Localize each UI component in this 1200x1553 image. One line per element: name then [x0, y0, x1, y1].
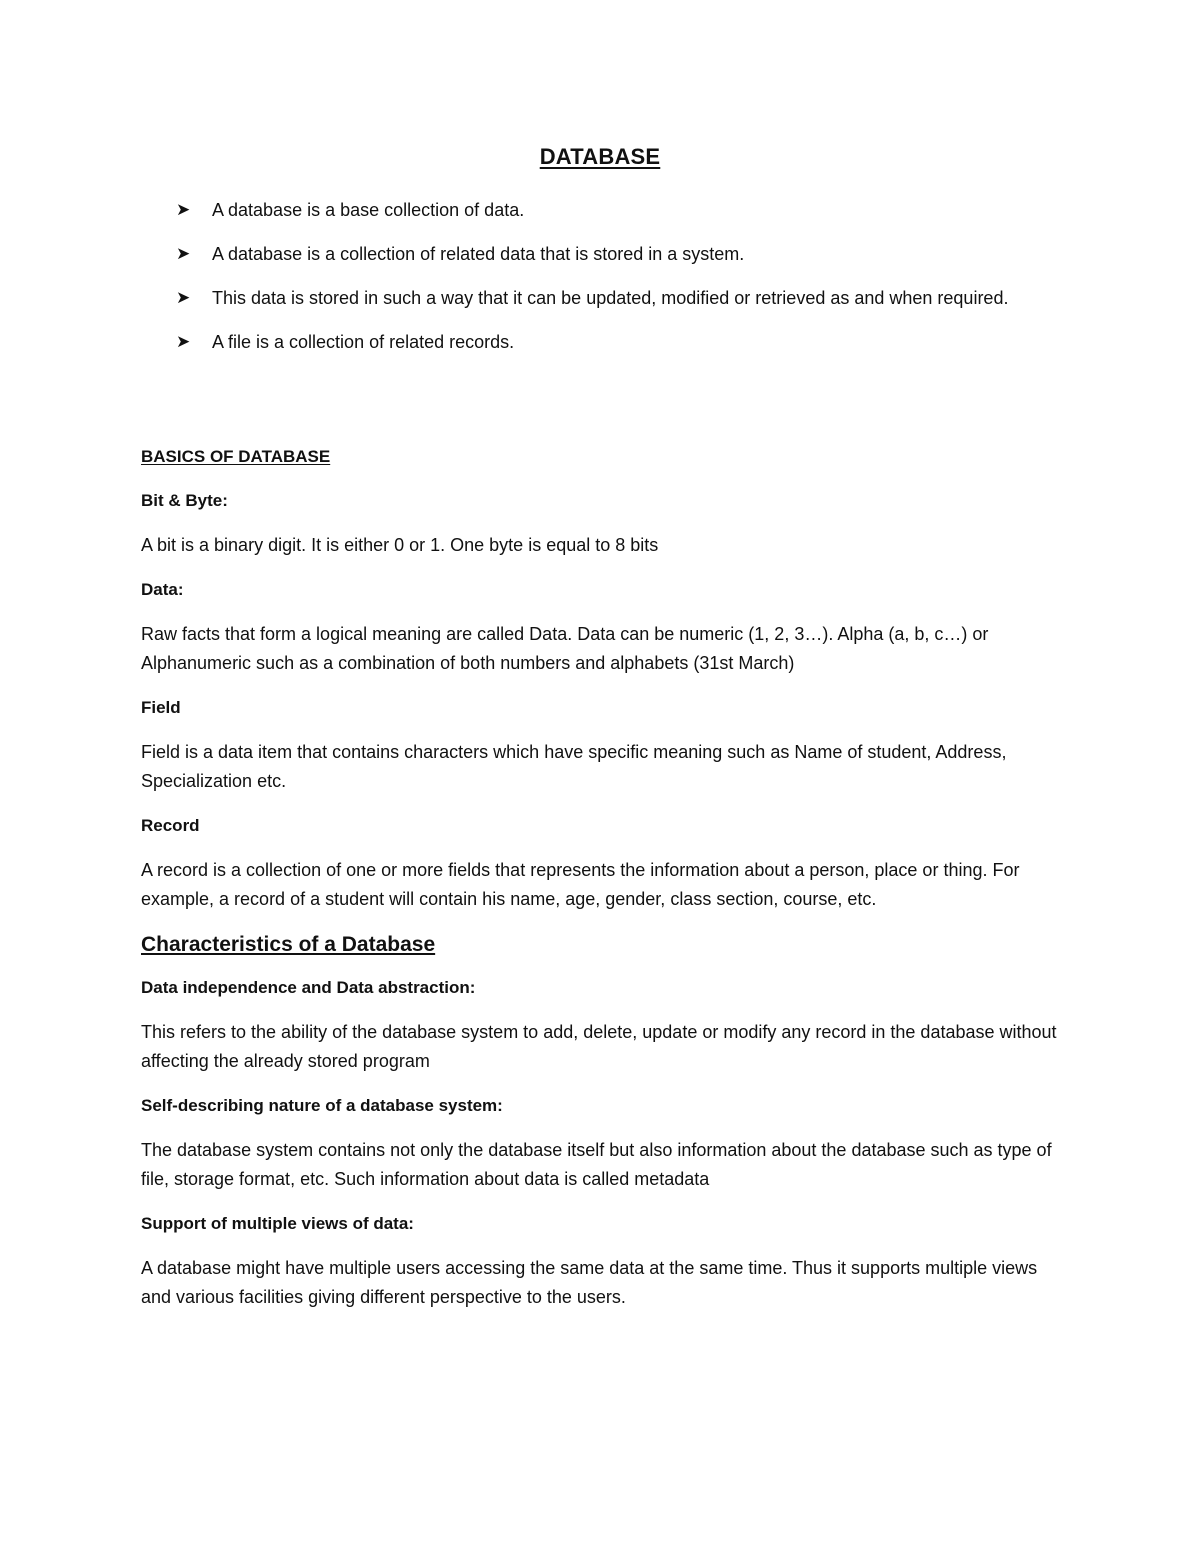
independence-paragraph: This refers to the ability of the database system to add, delete, update or modify any record in the database without affecting the already stored program: [141, 1022, 1057, 1071]
bullet-text: A database is a base collection of data.: [212, 200, 525, 220]
independence-heading: Data independence and Data abstraction:: [141, 978, 476, 997]
bullet-text: A database is a collection of related data that is stored in a system.: [212, 244, 745, 264]
arrow-bullet-icon: ➤: [176, 332, 191, 351]
document-body: [141, 443, 1071, 1328]
bullet-item: [176, 284, 1036, 312]
arrow-bullet-icon: ➤: [176, 288, 191, 307]
bit-byte-paragraph: A bit is a binary digit. It is either 0 or 1. One byte is equal to 8 bits: [141, 535, 659, 555]
arrow-bullet-icon: ➤: [176, 200, 191, 219]
arrow-bullet-icon: ➤: [176, 244, 191, 263]
page-title: DATABASE: [539, 144, 661, 169]
data-heading: Data:: [141, 580, 184, 599]
record-heading: Record: [141, 816, 200, 835]
characteristics-section-title: Characteristics of a Database: [141, 933, 436, 956]
self-describing-paragraph: The database system contains not only the database itself but also information about the database such as type of file, storage format, etc. Such information about data is called metadata: [141, 1140, 1052, 1189]
bullet-text: This data is stored in such a way that it can be updated, modified or retrieved as and when required.: [212, 288, 1009, 308]
basics-section-title: BASICS OF DATABASE: [141, 447, 331, 466]
self-describing-heading: Self-describing nature of a database system:: [141, 1096, 503, 1115]
multiple-views-paragraph: A database might have multiple users accessing the same data at the same time. Thus it supports multiple views and various facilities giving different perspective to the users.: [141, 1258, 1038, 1307]
bit-byte-heading: Bit & Byte:: [141, 491, 228, 510]
field-paragraph: Field is a data item that contains characters which have specific meaning such as Name of student, Address, Specialization etc.: [141, 742, 1007, 791]
multiple-views-heading: Support of multiple views of data:: [141, 1214, 414, 1233]
bullet-item: [176, 328, 1036, 356]
bullet-text: A file is a collection of related records.: [212, 332, 515, 352]
record-paragraph: A record is a collection of one or more fields that represents the information about a person, place or thing. For example, a record of a student will contain his name, age, gender, class section, course, etc.: [141, 860, 1020, 909]
bullet-item: [176, 196, 1036, 224]
bullet-item: [176, 240, 1036, 268]
data-paragraph: Raw facts that form a logical meaning are called Data. Data can be numeric (1, 2, 3…). Alpha (a, b, c…) or Alphanumeric such as a combination of both numbers and alphabets (31st March): [141, 624, 989, 673]
bullet-list: [176, 196, 1036, 372]
field-heading: Field: [141, 698, 181, 717]
